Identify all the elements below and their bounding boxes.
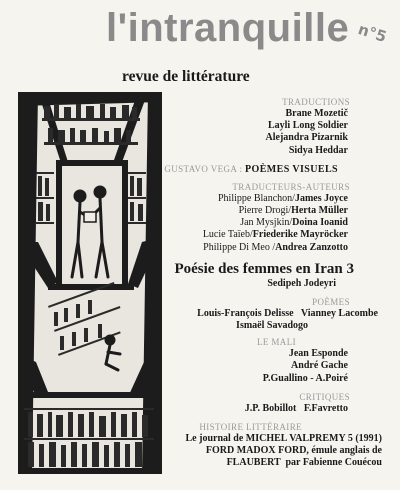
table-of-contents bbox=[160, 97, 392, 470]
article-line: FLAUBERT par Fabienne Couécou bbox=[226, 457, 382, 469]
author-line: J.P. Bobillot F.Favretto bbox=[244, 402, 348, 414]
section-feature bbox=[160, 261, 392, 290]
author-line: Ismaël Savadogo bbox=[236, 320, 308, 332]
author-line: Louis-François Delisse Vianney Lacombe bbox=[197, 307, 378, 319]
author-name: André Gache bbox=[291, 360, 348, 372]
translator-author-pair: Jan Mysjkin/Doina Ioanid bbox=[240, 217, 348, 229]
section-heading: HISTOIRE LITTÉRAIRE bbox=[199, 422, 302, 433]
section-mali bbox=[160, 337, 392, 385]
section-heading: POÈMES bbox=[312, 296, 350, 307]
section-heading: TRADUCTEURS-AUTEURS bbox=[232, 181, 350, 192]
section-heading-line bbox=[160, 164, 392, 175]
author-name: Sidya Heddar bbox=[288, 144, 348, 156]
author-name: Brane Mozetič bbox=[285, 108, 348, 119]
article-line: Le journal de MICHEL VALPREMY 5 (1991) bbox=[185, 433, 382, 445]
section-heading: LE MALI bbox=[256, 337, 296, 348]
section-gustavo-vega bbox=[160, 164, 392, 175]
section-critiques bbox=[160, 392, 392, 415]
translator-name: Pierre Drogi bbox=[238, 205, 289, 217]
author-name: P.Guallino - A.Poiré bbox=[262, 372, 348, 384]
section-heading: TRADUCTIONS bbox=[282, 97, 350, 107]
author-name: Friederike Mayröcker bbox=[252, 229, 348, 241]
section-histoire-litteraire bbox=[160, 422, 392, 470]
section-heading: CRITIQUES bbox=[299, 391, 350, 402]
translator-name: Jan Mysjkin bbox=[240, 217, 290, 229]
section-heading: GUSTAVO VEGA : bbox=[164, 163, 243, 174]
translator-name: Philippe Blanchon bbox=[218, 192, 293, 204]
author-name: Jean Esponde bbox=[288, 348, 348, 360]
author-name: Doina Ioanid bbox=[292, 217, 348, 229]
article-line: FORD MADOX FORD, émule anglais de bbox=[205, 445, 382, 457]
journal-tagline: revue de littérature bbox=[122, 68, 250, 85]
section-traducteurs-auteurs bbox=[160, 182, 392, 254]
author-name: Herta Müller bbox=[291, 205, 348, 217]
translator-author-pair: Pierre Drogi/Herta Müller bbox=[238, 205, 348, 217]
translator-name: Lucie Taïeb bbox=[202, 229, 250, 241]
translator-author-pair: Philippe Blanchon/James Joyce bbox=[218, 192, 348, 204]
section-title: POÈMES VISUELS bbox=[245, 163, 338, 175]
masthead bbox=[0, 0, 400, 90]
feature-title: Poésie des femmes en Iran 3 bbox=[174, 260, 354, 277]
author-name: Layli Long Soldier bbox=[267, 120, 348, 132]
translator-author-pair: Lucie Taïeb/Friederike Mayröcker bbox=[202, 229, 348, 241]
author-name: Andrea Zanzotto bbox=[275, 241, 348, 253]
translator-author-pair: Philippe Di Meo /Andrea Zanzotto bbox=[203, 241, 348, 253]
section-poemes bbox=[160, 297, 392, 332]
feature-subtitle: Sedipeh Jodeyri bbox=[267, 277, 336, 289]
journal-title: l'intranquille bbox=[106, 6, 350, 50]
author-name: James Joyce bbox=[294, 192, 348, 204]
issue-number: n°5 bbox=[355, 20, 389, 46]
author-name: Alejandra Pizarnik bbox=[265, 132, 348, 144]
cover-artwork bbox=[18, 92, 162, 474]
translator-name: Philippe Di Meo bbox=[203, 241, 270, 253]
section-traductions bbox=[160, 97, 392, 157]
